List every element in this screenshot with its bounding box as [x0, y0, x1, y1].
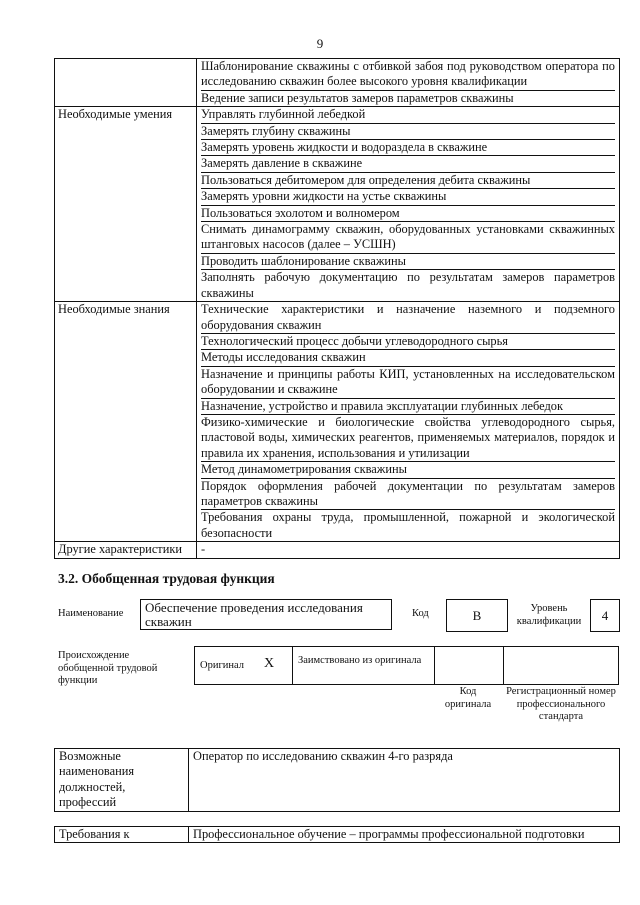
other-label: Другие характеристики	[55, 542, 197, 558]
skill-item: Проводить шаблонирование скважины	[201, 254, 615, 270]
knowledge-cell	[197, 302, 620, 542]
skill-item: Заполнять рабочую документацию по результатам замеров параметров скважины	[201, 270, 615, 300]
reg-number-cell	[503, 646, 619, 685]
knowledge-item: Технологический процесс добычи углеводородного сырья	[201, 334, 615, 350]
page-number: 9	[316, 36, 324, 51]
knowledge-item: Метод динамометрирования скважины	[201, 462, 615, 478]
origin-label: Происхождение обобщенной трудовой функции	[58, 650, 158, 686]
name-label: Наименование	[58, 608, 124, 619]
positions-label: Возможные наименования должностей, профессий	[55, 749, 189, 812]
borrowed-label: Заимствовано из оригинала	[298, 655, 422, 666]
top-items-cell	[197, 59, 620, 107]
reg-number-label: Регистрационный номер профессионального стандарта	[506, 686, 616, 722]
orig-code-label: Код оригинала	[444, 686, 492, 710]
code-value: B	[446, 599, 508, 632]
table-item: Шаблонирование скважины с отбивкой забоя под руководством оператора по исследованию скважин более высокого уровня квалификации	[201, 59, 615, 91]
level-label: Уровень квалификации	[516, 603, 582, 627]
competency-table	[54, 58, 620, 559]
empty-label-cell	[55, 59, 197, 107]
knowledge-item: Назначение, устройство и правила эксплуатации глубинных лебедок	[201, 399, 615, 415]
positions-value: Оператор по исследованию скважин 4-го разряда	[189, 749, 620, 812]
other-value: -	[197, 542, 620, 558]
requirements-value: Профессиональное обучение – программы профессиональной подготовки	[189, 827, 620, 843]
knowledge-item: Физико-химические и биологические свойства углеводородного сырья, пластовой воды, химических реагентов, применяемых материалов, порядок и правила их хранения, использования и утилизации	[201, 415, 615, 462]
name-value: Обеспечение проведения исследования скважин	[140, 599, 392, 630]
skill-item: Замерять глубину скважины	[201, 124, 615, 140]
skill-item: Снимать динамограмму скважин, оборудованных установками скважинных штанговых насосов (далее – УСШН)	[201, 222, 615, 254]
skill-item: Замерять давление в скважине	[201, 156, 615, 172]
section-heading: 3.2. Обобщенная трудовая функция	[58, 571, 275, 586]
skill-item: Управлять глубинной лебедкой	[201, 107, 615, 123]
requirements-label: Требования к	[55, 827, 189, 843]
orig-code-cell	[433, 646, 504, 685]
positions-table	[54, 748, 620, 812]
requirements-table	[54, 826, 620, 843]
knowledge-item: Методы исследования скважин	[201, 350, 615, 366]
knowledge-item: Порядок оформления рабочей документации по результатам замеров параметров скважины	[201, 479, 615, 511]
level-value: 4	[590, 599, 620, 632]
knowledge-item: Назначение и принципы работы КИП, установленных на исследовательском оборудовании и скважине	[201, 367, 615, 399]
knowledge-item: Технические характеристики и назначение наземного и подземного оборудования скважин	[201, 302, 615, 334]
knowledge-item: Требования охраны труда, промышленной, пожарной и экологической безопасности	[201, 510, 615, 540]
skill-item: Пользоваться дебитомером для определения дебита скважины	[201, 173, 615, 189]
skill-item: Замерять уровень жидкости и водораздела в скважине	[201, 140, 615, 156]
original-label: Оригинал	[200, 660, 244, 671]
skill-item: Пользоваться эхолотом и волномером	[201, 206, 615, 222]
skill-item: Замерять уровни жидкости на устье скважины	[201, 189, 615, 205]
table-item: Ведение записи результатов замеров параметров скважины	[201, 90, 514, 105]
knowledge-label: Необходимые знания	[55, 302, 197, 542]
skills-cell	[197, 107, 620, 302]
skills-label: Необходимые умения	[55, 107, 197, 302]
code-label: Код	[412, 608, 429, 619]
original-mark: X	[264, 656, 275, 671]
